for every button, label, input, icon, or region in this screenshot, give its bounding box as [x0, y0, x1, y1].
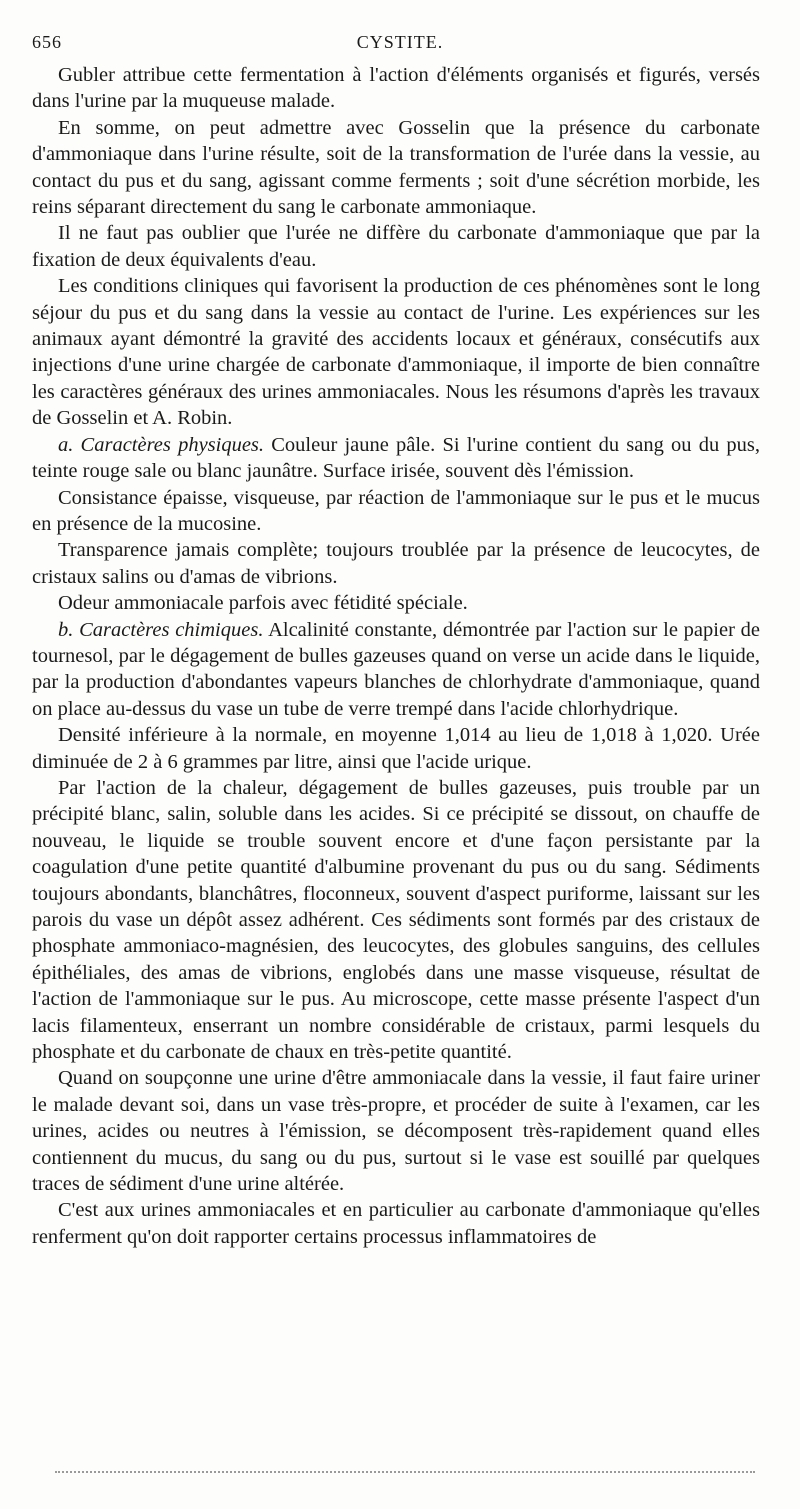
- paragraph-3: [32, 220, 760, 273]
- page-number: 656: [32, 32, 62, 52]
- paragraph-1-text: Gubler attribue cette fermentation à l'action d'éléments organisés et figurés, versés dans l'urine par la muqueuse malade.: [32, 64, 760, 113]
- section-heading-physiques: a. Caractères physiques.: [58, 433, 265, 456]
- paragraph-4: [32, 273, 760, 431]
- paragraph-13-text: C'est aux urines ammoniacales et en particulier au carbonate d'ammoniaque qu'elles renferment qu'on doit rapporter certains processus inflammatoires de: [32, 1199, 760, 1248]
- paragraph-7: [32, 537, 760, 590]
- paragraph-6-text: Consistance épaisse, visqueuse, par réaction de l'ammoniaque sur le pus et le mucus en présence de la mucosine.: [32, 486, 760, 535]
- paragraph-3-text: Il ne faut pas oublier que l'urée ne diffère du carbonate d'ammoniaque que par la fixation de deux équivalents d'eau.: [32, 222, 760, 271]
- paragraph-10-text: Densité inférieure à la normale, en moyenne 1,014 au lieu de 1,018 à 1,020. Urée diminuée de 2 à 6 grammes par litre, ainsi que l'acide urique.: [32, 724, 760, 773]
- paragraph-7-text: Transparence jamais complète; toujours troublée par la présence de leucocytes, de cristaux salins ou d'amas de vibrions.: [32, 539, 760, 588]
- paragraph-12-text: Quand on soupçonne une urine d'être ammoniacale dans la vessie, il faut faire uriner le malade devant soi, dans un vase très-propre, et procéder de suite à l'examen, car les urines, acides ou neutres à l'émission, se décomposent très-rapidement quand elles contiennent du mucus, du sang ou du pus, surtout si le vase est souillé par quelques traces de sédiment d'une urine altérée.: [32, 1067, 760, 1196]
- paragraph-2-text: En somme, on peut admettre avec Gosselin que la présence du carbonate d'ammoniaque dans l'urine résulte, soit de la transformation de l'urée dans la vessie, au contact du pus et du sang, agissant comme ferments ; soit d'une sécrétion morbide, les reins séparant directement du sang le carbonate ammoniaque.: [32, 116, 760, 219]
- paragraph-8: [32, 590, 760, 616]
- paragraph-11: [32, 775, 760, 1065]
- page-header: [32, 32, 768, 58]
- paragraph-9-text: Alcalinité constante, démontrée par l'action sur le papier de tournesol, par le dégagement de bulles gazeuses quand on verse un acide dans le liquide, par la production d'abondantes vapeurs blanches de chlorhydrate d'ammoniaque, quand on place au-dessus du vase un tube de verre trempé dans l'acide chlorhydrique.: [32, 618, 760, 720]
- paragraph-4-text: Les conditions cliniques qui favorisent la production de ces phénomènes sont le long séjour du pus et du sang dans la vessie au contact de l'urine. Les expériences sur les animaux ayant démontré la gravité des accidents locaux et généraux, consécutifs aux injections d'une urine chargée de carbonate d'ammoniaque, il importe de bien connaître les caractères généraux des urines ammoniacales. Nous les résumons d'après les travaux de Gosselin et A. Robin.: [32, 275, 760, 430]
- paragraph-5: [32, 432, 760, 485]
- body-text: [32, 62, 760, 1250]
- paragraph-6: [32, 485, 760, 538]
- paragraph-11-text: Par l'action de la chaleur, dégagement de bulles gazeuses, puis trouble par un précipité blanc, salin, soluble dans les acides. Si ce précipité se dissout, on chauffe de nouveau, le liquide se trouble souvent encore et d'une façon persistante par la coagulation d'une petite quantité d'albumine provenant du pus ou du sang. Sédiments toujours abondants, blanchâtres, floconneux, souvent d'aspect puriforme, laissant sur les parois du vase un dépôt assez adhérent. Ces sédiments sont formés par des cristaux de phosphate ammoniaco-magnésien, des leucocytes, des globules sanguins, des cellules épithéliales, des amas de vibrions, englobés dans une masse visqueuse, résultat de l'action de l'ammoniaque sur le pus. Au microscope, cette masse présente l'aspect d'un lacis filamenteux, enserrant un nombre considérable de cristaux, parmi lesquels du phosphate et du carbonate de chaux en très-petite quantité.: [32, 776, 760, 1064]
- running-title: CYSTITE.: [356, 32, 444, 52]
- paragraph-8-text: Odeur ammoniacale parfois avec fétidité spéciale.: [58, 592, 468, 615]
- section-heading-chimiques: b. Caractères chimiques.: [58, 618, 264, 641]
- paragraph-2: [32, 115, 760, 221]
- paragraph-1: [32, 62, 760, 115]
- footer-rule: [55, 1471, 755, 1473]
- paragraph-12: [32, 1065, 760, 1197]
- paragraph-5-text: Couleur jaune pâle. Si l'urine contient du sang ou du pus, teinte rouge sale ou blanc jaunâtre. Surface irisée, souvent dès l'émission.: [32, 433, 761, 483]
- paragraph-10: [32, 722, 760, 775]
- paragraph-9: [32, 617, 760, 723]
- paragraph-13: [32, 1197, 760, 1250]
